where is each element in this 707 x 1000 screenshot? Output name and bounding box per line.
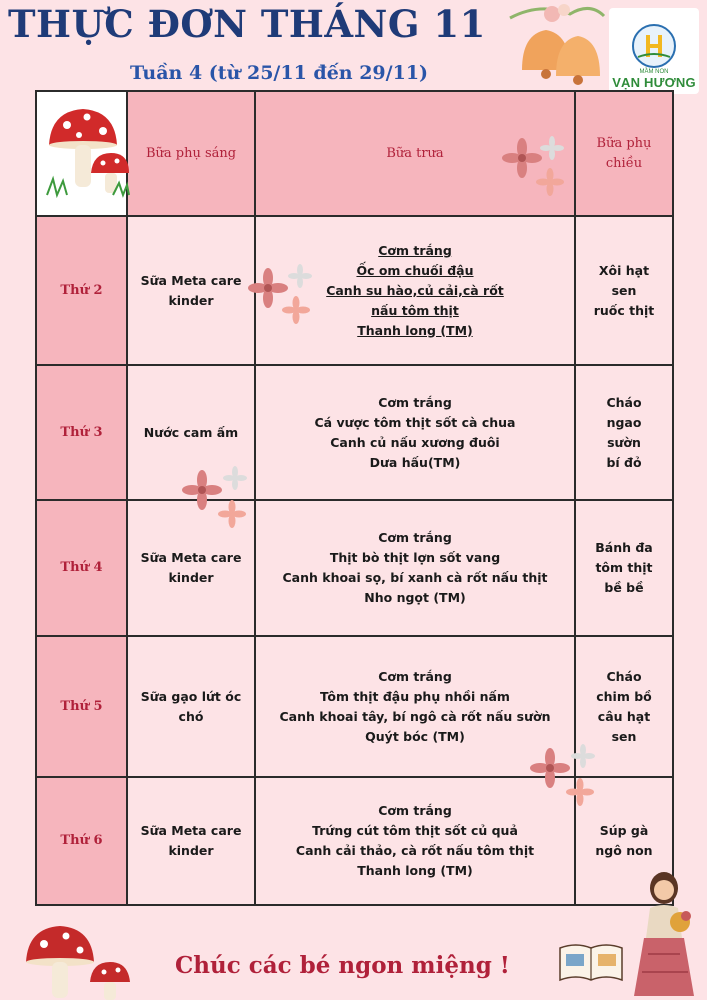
lunch-item: Cơm trắng: [378, 668, 452, 684]
morning-cell: Sữa Meta care kinder: [127, 216, 255, 365]
afternoon-item: bí đỏ: [606, 454, 642, 470]
header-morning: Bữa phụ sáng: [127, 91, 255, 216]
afternoon-item: sườn: [607, 434, 641, 450]
afternoon-item: ngao: [606, 414, 642, 430]
page-subtitle: Tuần 4 (từ 25/11 đến 29/11): [130, 62, 429, 84]
morning-cell: Sữa gạo lứt óc chó: [127, 636, 255, 777]
lunch-item: Cơm trắng: [378, 242, 452, 258]
logo-name: VẠN HƯƠNG: [612, 75, 696, 90]
lunch-item: Nho ngọt (TM): [364, 590, 466, 605]
page-title: THỰC ĐƠN THÁNG 11: [8, 2, 486, 46]
header-afternoon: Bữa phụ chiều: [575, 91, 673, 216]
afternoon-item: sen: [611, 728, 637, 744]
lunch-item: Tôm thịt đậu phụ nhồi nấm: [320, 688, 510, 704]
lunch-item: Canh củ nấu xương đuôi: [330, 434, 500, 450]
afternoon-item: tôm thịt: [595, 560, 653, 575]
mushroom-illustration: [43, 101, 131, 201]
bell-illustration: [500, 0, 610, 90]
lunch-item: Thanh long (TM): [357, 863, 473, 878]
day-cell: Thứ 3: [36, 365, 127, 500]
morning-cell: Sữa Meta care kinder: [127, 500, 255, 636]
day-cell: Thứ 6: [36, 777, 127, 905]
afternoon-item: câu hạt: [597, 708, 651, 724]
flower-decoration: [528, 742, 600, 808]
afternoon-item: sen: [611, 282, 637, 298]
lunch-item: Cơm trắng: [378, 803, 452, 818]
header-lunch: Bữa trưa: [255, 91, 575, 216]
afternoon-item: bề bề: [604, 580, 644, 595]
afternoon-item: Bánh đa: [595, 540, 653, 555]
afternoon-item: Xôi hạt: [598, 262, 650, 278]
lunch-item: Canh khoai tây, bí ngô cà rốt nấu sườn: [279, 708, 551, 724]
lunch-item: Quýt bóc (TM): [365, 728, 465, 744]
day-cell: Thứ 5: [36, 636, 127, 777]
lunch-cell: [255, 777, 575, 905]
lunch-item: Ốc om chuối đậu: [356, 262, 474, 278]
afternoon-cell: [575, 216, 673, 365]
logo-emblem-icon: [624, 23, 684, 69]
afternoon-item: Cháo: [606, 394, 642, 410]
school-logo: [609, 8, 699, 94]
logo-small-text: MẦM NON: [639, 69, 669, 75]
afternoon-item: chim bồ: [596, 688, 652, 704]
girl-illustration: [628, 868, 704, 1000]
table-row: [36, 216, 673, 365]
morning-cell: Sữa Meta care kinder: [127, 777, 255, 905]
afternoon-cell: [575, 365, 673, 500]
lunch-cell: [255, 636, 575, 777]
lunch-item: Canh su hào,củ cải,cà rốt: [326, 282, 504, 298]
lunch-item: Cơm trắng: [378, 530, 452, 545]
header-corner: [36, 91, 127, 216]
lunch-item: Cơm trắng: [378, 394, 452, 410]
lunch-item: Dưa hấu(TM): [369, 454, 461, 470]
afternoon-item: ruốc thịt: [593, 302, 655, 318]
flower-decoration: [180, 466, 252, 530]
afternoon-item: Cháo: [606, 668, 642, 684]
lunch-item: Thanh long (TM): [357, 322, 473, 338]
day-cell: Thứ 4: [36, 500, 127, 636]
lunch-cell: [255, 365, 575, 500]
book-illustration: [556, 940, 626, 984]
lunch-item: Cá vược tôm thịt sốt cà chua: [314, 414, 516, 430]
afternoon-item: ngô non: [595, 843, 653, 858]
afternoon-item: Súp gà: [599, 823, 649, 838]
table-row: [36, 365, 673, 500]
lunch-item: Thịt bò thịt lợn sốt vang: [329, 550, 501, 565]
day-cell: Thứ 2: [36, 216, 127, 365]
table-header-row: [36, 91, 673, 216]
flower-decoration: [500, 136, 570, 198]
afternoon-cell: [575, 500, 673, 636]
lunch-cell: [255, 500, 575, 636]
table-row: [36, 500, 673, 636]
lunch-item: nấu tôm thịt: [371, 302, 459, 318]
lunch-item: Trứng cút tôm thịt sốt củ quả: [312, 823, 518, 838]
morning-cell: Nước cam ấm: [127, 365, 255, 500]
flower-decoration: [246, 262, 316, 324]
footer-message: Chúc các bé ngon miệng !: [175, 952, 510, 979]
lunch-item: Canh khoai sọ, bí xanh cà rốt nấu thịt: [282, 570, 548, 585]
mushroom-illustration: [20, 922, 140, 1000]
lunch-item: Canh cải thảo, cà rốt nấu tôm thịt: [295, 843, 535, 858]
